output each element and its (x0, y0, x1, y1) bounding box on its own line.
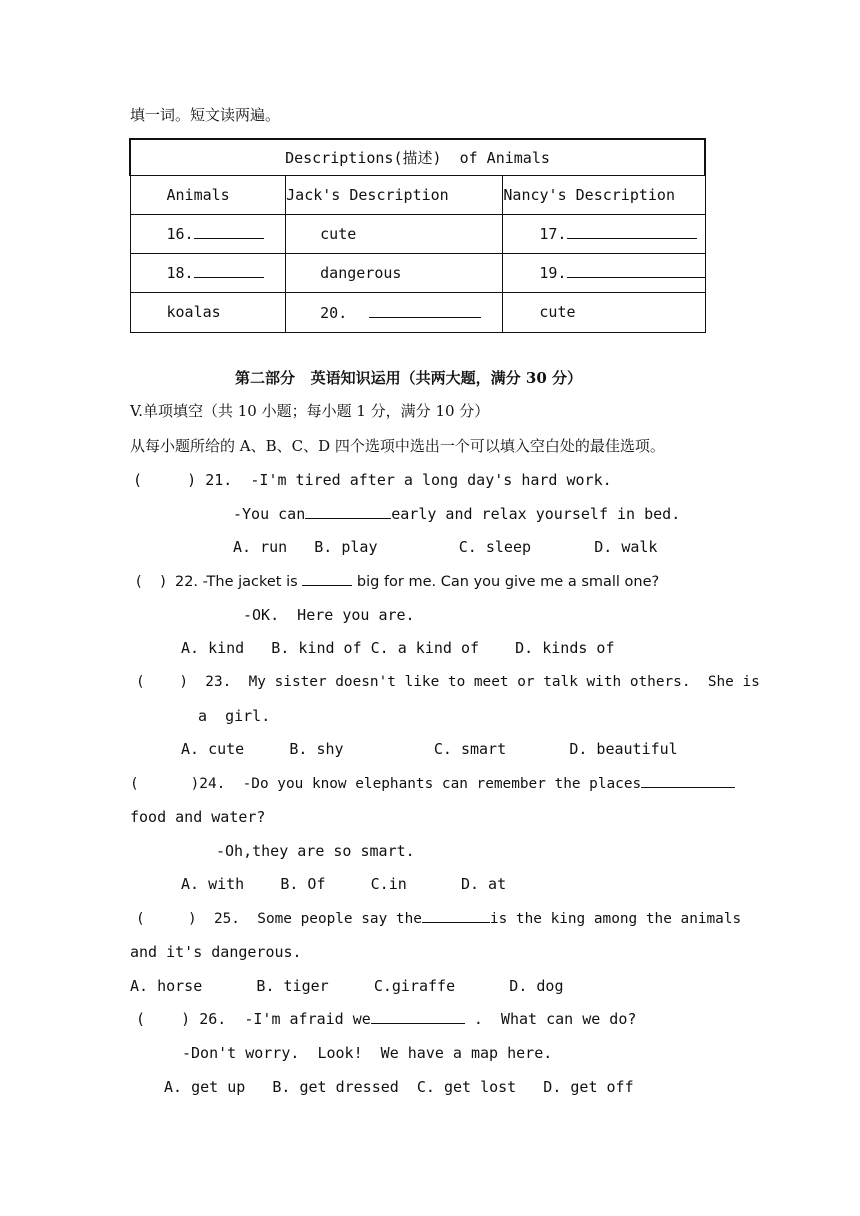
part-v-heading: V.单项填空（共 10 小题；每小题 1 分，满分 10 分） (130, 402, 490, 420)
question-21-stem: ( ) 21. -I'm tired after a long day's hard work. (133, 471, 612, 489)
table-cell: koalas (130, 292, 286, 332)
question-23-line2: a girl. (198, 707, 271, 725)
question-21-options: A. run B. play C. sleep D. walk (233, 538, 658, 556)
question-24-line2: food and water? (130, 808, 266, 826)
table-cell: cute (286, 214, 503, 253)
intro-text: 填一词。短文读两遍。 (130, 106, 281, 124)
question-22-options: A. kind B. kind of C. a kind of D. kinds of (181, 639, 615, 657)
table-row (130, 214, 705, 253)
table-row (130, 253, 705, 292)
question-22-stem: ( ) 22. -The jacket is big for me. Can you give me a small one? (136, 571, 659, 592)
table-cell: 18. (130, 253, 286, 292)
question-25-stem: ( ) 25. Some people say the is the king among the animals (136, 908, 741, 929)
question-26-line2: -Don't worry. Look! We have a map here. (182, 1044, 553, 1062)
table-cell: 20. (286, 292, 503, 332)
question-23-options: A. cute B. shy C. smart D. beautiful (181, 740, 678, 758)
question-21-line2: -You can early and relax yourself in bed. (233, 505, 681, 523)
table-cell: 17. (503, 214, 705, 253)
table-title: Descriptions(描述) of Animals (130, 139, 705, 175)
question-22-line2: -OK. Here you are. (243, 606, 415, 624)
section-title: 第二部分 英语知识运用（共两大题，满分 30 分） (235, 369, 582, 387)
question-26-stem: ( ) 26. -I'm afraid we . What can we do? (136, 1010, 637, 1028)
header-jack: Jack's Description (286, 175, 503, 214)
instruction-text: 从每小题所给的 A、B、C、D 四个选项中选出一个可以填入空白处的最佳选项。 (130, 437, 665, 455)
header-animals: Animals (130, 175, 286, 214)
table-row (130, 292, 705, 332)
question-24-stem: ( )24. -Do you know elephants can remember the places (130, 773, 735, 794)
question-26-options: A. get up B. get dressed C. get lost D. get off (164, 1078, 634, 1096)
question-23-stem: ( ) 23. My sister doesn't like to meet or talk with others. She is (136, 674, 760, 690)
header-nancy: Nancy's Description (503, 175, 705, 214)
table-cell: 16. (130, 214, 286, 253)
table-cell: cute (503, 292, 705, 332)
question-25-options: A. horse B. tiger C.giraffe D. dog (130, 977, 564, 995)
question-25-line2: and it's dangerous. (130, 943, 302, 961)
table-cell: dangerous (286, 253, 503, 292)
question-24-line3: -Oh,they are so smart. (216, 842, 415, 860)
animal-descriptions-table (129, 138, 706, 333)
table-cell: 19. (503, 253, 705, 292)
question-24-options: A. with B. Of C.in D. at (181, 875, 507, 893)
